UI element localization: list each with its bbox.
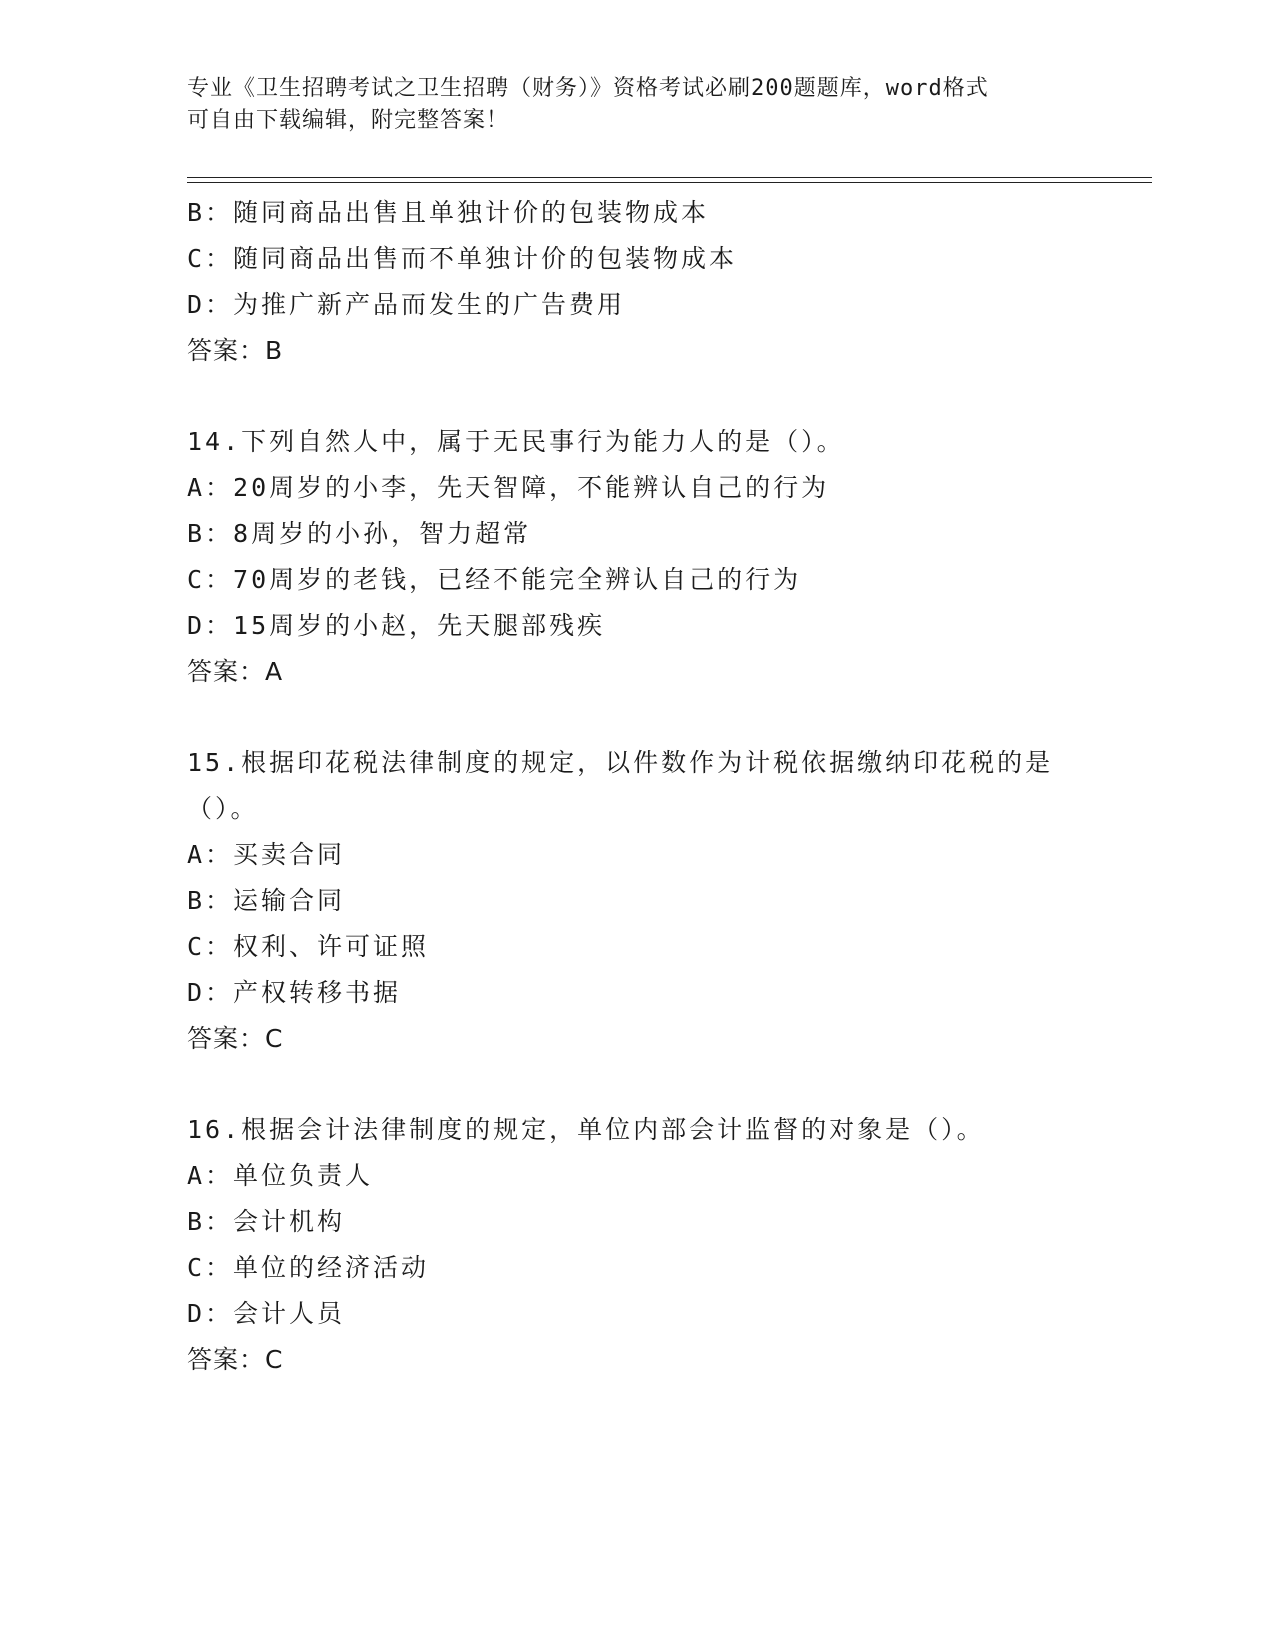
- option-d: D：为推广新产品而发生的广告费用: [187, 290, 626, 319]
- question-15: [187, 740, 1087, 1062]
- option-c: C：单位的经济活动: [187, 1253, 430, 1282]
- header-line-1: 专业《卫生招聘考试之卫生招聘（财务）》资格考试必刷200题题库，word格式: [187, 76, 989, 101]
- answer: 答案：A: [187, 657, 284, 686]
- question-stem: 16.根据会计法律制度的规定，单位内部会计监督的对象是（）。: [187, 1115, 985, 1144]
- question-stem: 14.下列自然人中，属于无民事行为能力人的是（）。: [187, 427, 845, 456]
- option-a: A：20周岁的小李，先天智障，不能辨认自己的行为: [187, 473, 830, 502]
- option-b: B：运输合同: [187, 886, 346, 915]
- option-d: D：会计人员: [187, 1299, 346, 1328]
- document-header: [187, 73, 1087, 137]
- question-list: [187, 190, 1087, 1383]
- option-c: C：权利、许可证照: [187, 932, 430, 961]
- option-d: D：15周岁的小赵，先天腿部残疾: [187, 611, 606, 640]
- answer: 答案：C: [187, 1024, 284, 1053]
- answer: 答案：B: [187, 336, 284, 365]
- option-c: C：随同商品出售而不单独计价的包装物成本: [187, 244, 738, 273]
- question-13-tail: [187, 190, 1087, 374]
- spacer: [187, 1062, 1087, 1107]
- option-b: B：随同商品出售且单独计价的包装物成本: [187, 198, 710, 227]
- option-b: B：会计机构: [187, 1207, 346, 1236]
- question-14: [187, 419, 1087, 695]
- option-d: D：产权转移书据: [187, 978, 402, 1007]
- question-stem: 15.根据印花税法律制度的规定，以件数作为计税依据缴纳印花税的是（）。: [187, 748, 1054, 823]
- spacer: [187, 374, 1087, 419]
- option-a: A：买卖合同: [187, 840, 346, 869]
- option-c: C：70周岁的老钱，已经不能完全辨认自己的行为: [187, 565, 802, 594]
- answer: 答案：C: [187, 1345, 284, 1374]
- header-rule-top: [187, 177, 1152, 178]
- question-16: [187, 1107, 1087, 1383]
- spacer: [187, 695, 1087, 740]
- option-a: A：单位负责人: [187, 1161, 374, 1190]
- header-rule-bottom: [187, 182, 1152, 183]
- option-b: B：8周岁的小孙，智力超常: [187, 519, 532, 548]
- header-line-2: 可自由下载编辑，附完整答案！: [187, 108, 510, 133]
